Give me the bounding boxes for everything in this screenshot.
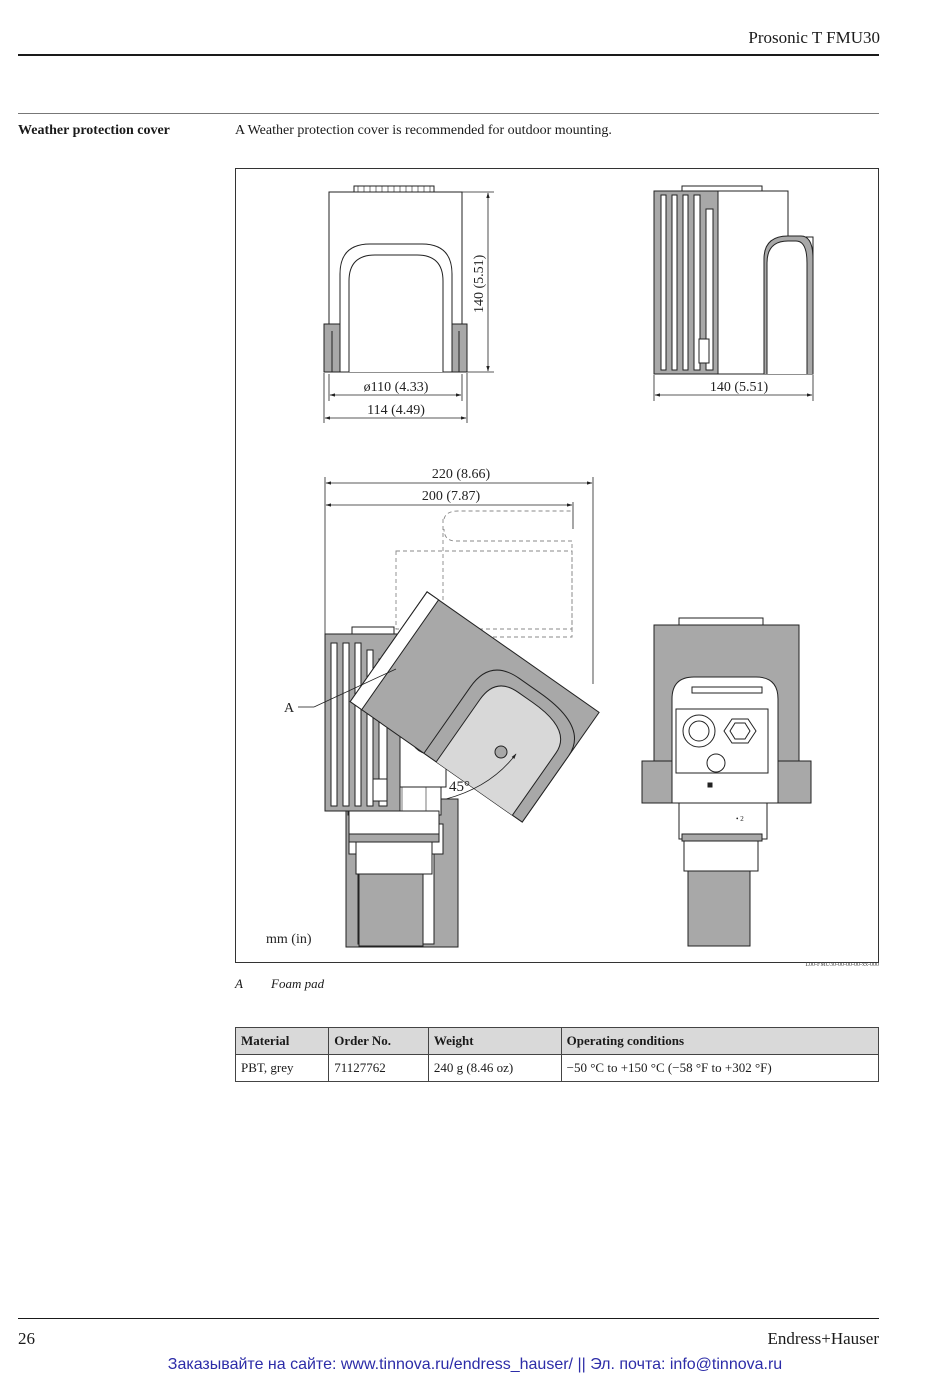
cover-side-view — [654, 186, 813, 374]
section-rule — [18, 113, 879, 114]
promo-link-text[interactable]: Заказывайте на сайте: www.tinnova.ru/endress_hauser/ || Эл. почта: info@tinnova.ru — [167, 1356, 783, 1373]
table-cell: 71127762 — [329, 1055, 429, 1082]
table-cell: PBT, grey — [236, 1055, 329, 1082]
callout-a-label: A — [284, 701, 295, 716]
height-dimension: 140 (5.51) — [472, 254, 487, 313]
sensor-front-view — [642, 618, 811, 946]
table-cell: −50 °C to +150 °C (−58 °F to +302 °F) — [561, 1055, 878, 1082]
angle-dimension: 45° — [449, 779, 470, 795]
specs-table — [235, 1027, 879, 1082]
column-header: Operating conditions — [561, 1028, 878, 1055]
technical-drawing — [235, 168, 879, 963]
column-header: Material — [236, 1028, 329, 1055]
legend-letter: A — [235, 976, 243, 991]
units-label: mm (in) — [266, 932, 312, 947]
figure-id: L00-FMU30-00-00-00-xx-000 — [805, 962, 879, 968]
total-width-dimension: 220 (8.66) — [431, 467, 491, 482]
width-200-dimension: 200 (7.87) — [421, 489, 481, 504]
page-number: 26 — [18, 1329, 35, 1348]
front-width-dimension: 114 (4.49) — [367, 403, 425, 418]
section-intro: A Weather protection cover is recommended for outdoor mounting. — [235, 123, 612, 138]
header-rule — [18, 54, 879, 56]
column-header: Order No. — [329, 1028, 429, 1055]
table-row — [236, 1055, 879, 1082]
section-heading: Weather protection cover — [18, 123, 170, 138]
side-depth-dimension: 140 (5.51) — [709, 380, 769, 395]
figure-legend — [235, 976, 324, 992]
header-title: Prosonic T FMU30 — [748, 28, 880, 47]
table-cell: 240 g (8.46 oz) — [428, 1055, 561, 1082]
diameter-dimension: ø110 (4.33) — [363, 380, 429, 395]
cover-front-view — [324, 186, 467, 372]
terminal-marks: • 2 — [736, 815, 744, 823]
legend-text: Foam pad — [271, 976, 325, 991]
footer-rule — [18, 1318, 879, 1319]
column-header: Weight — [428, 1028, 561, 1055]
brand-name: Endress+Hauser — [767, 1329, 879, 1348]
table-header-row — [236, 1028, 879, 1055]
